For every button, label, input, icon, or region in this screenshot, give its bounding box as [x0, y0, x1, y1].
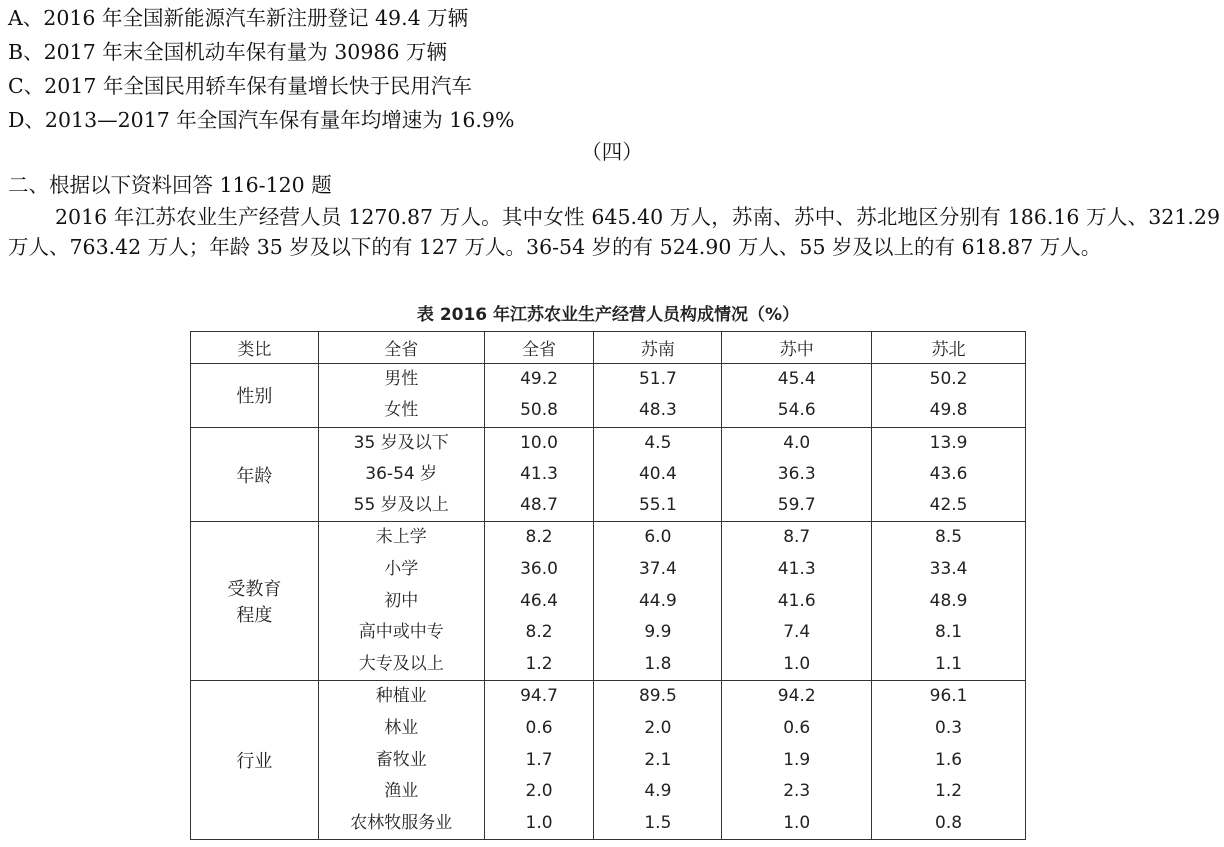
values-suzhong	[722, 427, 872, 522]
cell-value: 43.6	[929, 463, 968, 484]
cell-value: 1.7	[525, 749, 553, 770]
cell-value: 8.7	[783, 527, 811, 548]
cell-value: 42.5	[929, 495, 968, 516]
cell-value: 55.1	[638, 495, 677, 516]
cell-value: 0.6	[525, 718, 553, 739]
cell-value: 9.9	[644, 622, 672, 643]
category-gender: 性别	[191, 364, 319, 428]
cell-value: 4.5	[644, 432, 672, 453]
cell-value: 49.2	[520, 369, 558, 389]
category-line: 程度	[236, 605, 273, 627]
cell-value: 13.9	[929, 432, 968, 453]
section-heading: 二、根据以下资料回答 116-120 题	[8, 173, 332, 197]
values-suzhong	[722, 681, 872, 840]
cell-value: 36.3	[777, 463, 816, 484]
cell-value: 4.0	[783, 432, 811, 453]
cell-value: 7.4	[783, 622, 811, 643]
header-category: 类比	[191, 332, 319, 364]
values-suzhong	[722, 522, 872, 681]
item-label: 畜牧业	[375, 749, 427, 770]
header-suzhong: 苏中	[722, 332, 872, 364]
cell-value: 41.6	[777, 590, 816, 611]
section-mark: （四）	[581, 140, 643, 164]
cell-value: 94.7	[520, 686, 558, 707]
cell-value: 1.0	[783, 653, 811, 674]
items-gender	[318, 364, 484, 428]
item-label: 渔业	[384, 781, 419, 802]
cell-value: 10.0	[520, 432, 558, 453]
item-label: 种植业	[375, 686, 427, 707]
values-subei	[872, 681, 1026, 840]
cell-value: 48.7	[520, 495, 558, 516]
category-age: 年龄	[191, 427, 319, 522]
cell-value: 1.0	[525, 812, 553, 833]
item-label: 农林牧服务业	[350, 812, 453, 833]
cell-value: 2.1	[644, 749, 672, 770]
cell-value: 33.4	[929, 559, 968, 580]
cell-value: 6.0	[644, 527, 672, 548]
cell-value: 41.3	[520, 463, 558, 484]
cell-value: 1.9	[783, 749, 811, 770]
cell-value: 8.1	[935, 622, 963, 643]
cell-value: 96.1	[929, 686, 968, 707]
header-sunan: 苏南	[594, 332, 722, 364]
item-label: 36-54 岁	[365, 463, 438, 484]
cell-value: 41.3	[777, 559, 816, 580]
cell-value: 45.4	[777, 369, 816, 389]
category-line: 受教育	[227, 579, 282, 601]
items-education	[318, 522, 484, 681]
values-suzhong	[722, 364, 872, 428]
cell-value: 48.9	[929, 590, 968, 611]
cell-value: 54.6	[777, 400, 816, 421]
cell-value: 59.7	[777, 495, 816, 516]
cell-value: 0.8	[935, 812, 963, 833]
cell-value: 50.8	[520, 400, 558, 421]
cell-value: 46.4	[520, 590, 558, 611]
cell-value: 44.9	[638, 590, 677, 611]
cell-value: 0.6	[783, 718, 811, 739]
item-label: 大专及以上	[358, 653, 444, 674]
table-row-industry	[191, 681, 1026, 840]
cell-value: 2.0	[525, 781, 553, 802]
values-sunan	[594, 681, 722, 840]
header-subei: 苏北	[872, 332, 1026, 364]
cell-value: 2.3	[783, 781, 811, 802]
item-label: 高中或中专	[358, 622, 444, 643]
cell-value: 0.3	[935, 718, 963, 739]
cell-value: 1.2	[525, 653, 553, 674]
cell-value: 1.1	[935, 653, 963, 674]
table-row-age	[191, 427, 1026, 522]
cell-value: 1.8	[644, 653, 672, 674]
item-label: 55 岁及以上	[353, 495, 449, 516]
cell-value: 36.0	[520, 559, 558, 580]
values-quansheng	[484, 681, 594, 840]
cell-value: 50.2	[929, 369, 968, 389]
header-quansheng: 全省	[484, 332, 594, 364]
item-label: 男性	[384, 369, 419, 389]
values-subei	[872, 364, 1026, 428]
values-quansheng	[484, 364, 594, 428]
values-quansheng	[484, 522, 594, 681]
values-sunan	[594, 364, 722, 428]
cell-value: 1.5	[644, 812, 672, 833]
cell-value: 1.6	[935, 749, 963, 770]
cell-value: 1.0	[783, 812, 811, 833]
cell-value: 48.3	[638, 400, 677, 421]
category-industry: 行业	[191, 681, 319, 840]
option-a: A、2016 年全国新能源汽车新注册登记 49.4 万辆	[8, 6, 469, 30]
cell-value: 1.2	[935, 781, 963, 802]
values-subei	[872, 522, 1026, 681]
cell-value: 8.2	[525, 622, 553, 643]
option-b: B、2017 年末全国机动车保有量为 30986 万辆	[8, 40, 447, 64]
cell-value: 8.2	[525, 527, 553, 548]
material-paragraph: 2016 年江苏农业生产经营人员 1270.87 万人。其中女性 645.40 万人，苏南、苏中、苏北地区分别有 186.16 万人、321.29 万人、763.42 万人；年龄 35 岁及以下的有 127 万人。36-54 岁的有 524.90 万人、55 岁及以上的有 618.87 万人。	[8, 205, 1220, 259]
item-label: 小学	[384, 559, 419, 580]
cell-value: 8.5	[935, 527, 963, 548]
composition-table	[190, 331, 1026, 840]
item-label: 未上学	[375, 527, 427, 548]
item-label: 女性	[384, 400, 419, 421]
items-age	[318, 427, 484, 522]
header-item: 全省	[318, 332, 484, 364]
cell-value: 40.4	[638, 463, 677, 484]
cell-value: 51.7	[638, 369, 677, 389]
table-row-gender	[191, 364, 1026, 428]
cell-value: 89.5	[638, 686, 677, 707]
option-d: D、2013—2017 年全国汽车保有量年均增速为 16.9%	[8, 108, 515, 132]
values-sunan	[594, 427, 722, 522]
cell-value: 94.2	[777, 686, 816, 707]
item-label: 林业	[384, 718, 419, 739]
values-subei	[872, 427, 1026, 522]
category-education	[191, 522, 319, 681]
items-industry	[318, 681, 484, 840]
option-c: C、2017 年全国民用轿车保有量增长快于民用汽车	[8, 74, 472, 98]
cell-value: 4.9	[644, 781, 672, 802]
values-sunan	[594, 522, 722, 681]
values-quansheng	[484, 427, 594, 522]
item-label: 初中	[384, 590, 419, 611]
table-title: 表 2016 年江苏农业生产经营人员构成情况（%）	[416, 305, 800, 325]
table-row-education	[191, 522, 1026, 681]
cell-value: 2.0	[644, 718, 672, 739]
header-row	[191, 332, 1026, 364]
item-label: 35 岁及以下	[353, 432, 449, 453]
cell-value: 49.8	[929, 400, 968, 421]
cell-value: 37.4	[638, 559, 677, 580]
